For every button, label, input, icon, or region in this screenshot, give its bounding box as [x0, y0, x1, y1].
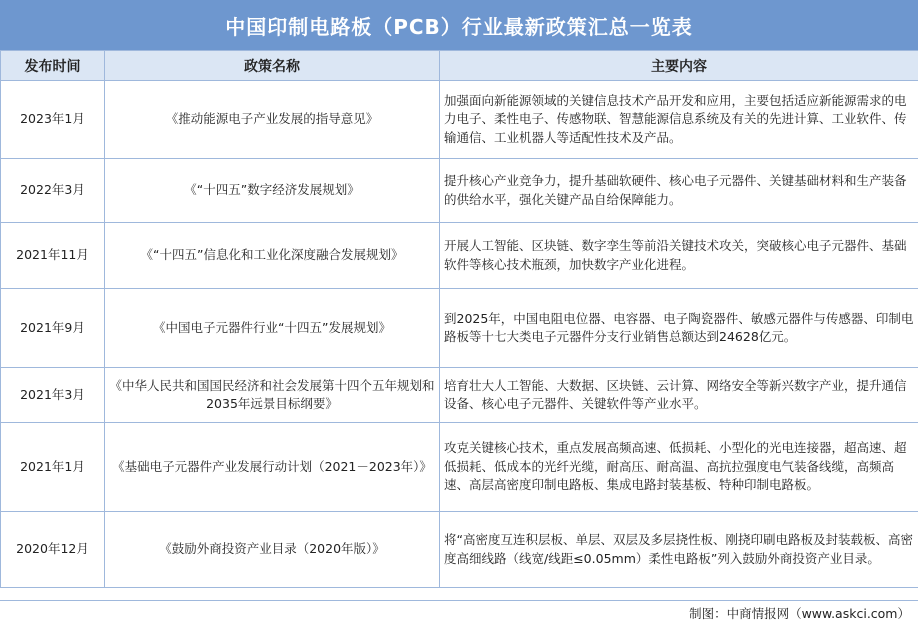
row-policy-name: 《“十四五”信息化和工业化深度融合发展规划》	[105, 223, 440, 289]
row-date: 2021年3月	[1, 368, 105, 423]
table-title	[0, 0, 918, 50]
source-credit: 制图：中商情报网（www.askci.com）	[689, 606, 910, 621]
row-date: 2023年1月	[1, 81, 105, 159]
row-content: 攻克关键核心技术，重点发展高频高速、低损耗、小型化的光电连接器，超高速、超低损耗、低成本的光纤光缆，耐高压、耐高温、高抗拉强度电气装备线缆，高频高速、高层高密度印制电路板、集成电路封装基板、特种印制电路板。	[440, 423, 918, 512]
row-policy-name: 《推动能源电子产业发展的指导意见》	[105, 81, 440, 159]
table-header-row	[1, 51, 918, 81]
policy-table	[0, 50, 918, 588]
row-content: 将“高密度互连积层板、单层、双层及多层挠性板、刚挠印刷电路板及封装载板、高密度高细线路（线宽/线距≤0.05mm）柔性电路板”列入鼓励外商投资产业目录。	[440, 512, 918, 588]
row-content: 培育壮大人工智能、大数据、区块链、云计算、网络安全等新兴数字产业，提升通信设备、核心电子元器件、关键软件等产业水平。	[440, 368, 918, 423]
table-row	[1, 81, 918, 159]
table-row	[1, 223, 918, 289]
table-row	[1, 512, 918, 588]
table-row	[1, 423, 918, 512]
row-date: 2021年11月	[1, 223, 105, 289]
row-date: 2021年9月	[1, 289, 105, 368]
row-date: 2021年1月	[1, 423, 105, 512]
row-content: 加强面向新能源领域的关键信息技术产品开发和应用，主要包括适应新能源需求的电力电子、柔性电子、传感物联、智慧能源信息系统及有关的先进计算、工业软件、传输通信、工业机器人等适配性技术及产品。	[440, 81, 918, 159]
row-policy-name: 《中国电子元器件行业“十四五”发展规划》	[105, 289, 440, 368]
row-date: 2022年3月	[1, 159, 105, 223]
table-row	[1, 368, 918, 423]
row-policy-name: 《“十四五”数字经济发展规划》	[105, 159, 440, 223]
row-content: 提升核心产业竞争力，提升基础软硬件、核心电子元器件、关键基础材料和生产装备的供给水平，强化关键产品自给保障能力。	[440, 159, 918, 223]
row-policy-name: 《基础电子元器件产业发展行动计划（2021－2023年）》	[105, 423, 440, 512]
footer-divider	[0, 600, 918, 601]
row-policy-name: 《鼓励外商投资产业目录（2020年版）》	[105, 512, 440, 588]
column-header-policy-name: 政策名称	[105, 51, 440, 81]
row-content: 开展人工智能、区块链、数字孪生等前沿关键技术攻关，突破核心电子元器件、基础软件等核心技术瓶颈，加快数字产业化进程。	[440, 223, 918, 289]
row-content: 到2025年，中国电阻电位器、电容器、电子陶瓷器件、敏感元器件与传感器、印制电路板等十七大类电子元器件分支行业销售总额达到24628亿元。	[440, 289, 918, 368]
table-title-text: 中国印制电路板（PCB）行业最新政策汇总一览表	[225, 14, 693, 39]
column-header-content: 主要内容	[440, 51, 918, 81]
table-row	[1, 289, 918, 368]
column-header-date: 发布时间	[1, 51, 105, 81]
row-date: 2020年12月	[1, 512, 105, 588]
table-row	[1, 159, 918, 223]
row-policy-name: 《中华人民共和国国民经济和社会发展第十四个五年规划和2035年远景目标纲要》	[105, 368, 440, 423]
